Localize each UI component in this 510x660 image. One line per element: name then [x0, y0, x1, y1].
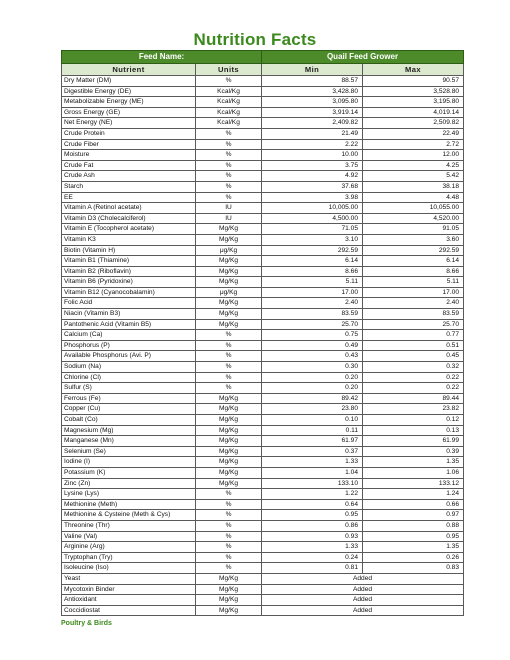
nutrient-name: Selenium (Se)	[62, 446, 196, 457]
nutrient-max: 5.42	[363, 171, 464, 182]
nutrient-unit: %	[196, 531, 262, 542]
table-row	[62, 245, 464, 256]
nutrient-min: 17.00	[262, 287, 363, 298]
nutrient-unit: %	[196, 552, 262, 563]
nutrient-name: Vitamin B2 (Riboflavin)	[62, 266, 196, 277]
nutrient-min: 2.22	[262, 139, 363, 150]
nutrient-unit: %	[196, 160, 262, 171]
nutrient-max: 292.59	[363, 245, 464, 256]
table-row	[62, 107, 464, 118]
nutrient-min: 4.92	[262, 171, 363, 182]
table-row	[62, 510, 464, 521]
nutrient-max: 4,019.14	[363, 107, 464, 118]
nutrient-min: 23.80	[262, 404, 363, 415]
table-row	[62, 298, 464, 309]
nutrient-unit: Mg/Kg	[196, 467, 262, 478]
nutrient-name: Folic Acid	[62, 298, 196, 309]
nutrient-name: Crude Fat	[62, 160, 196, 171]
nutrient-min: 83.59	[262, 309, 363, 320]
nutrient-name: Crude Protein	[62, 128, 196, 139]
nutrient-min: 0.11	[262, 425, 363, 436]
table-row	[62, 563, 464, 574]
nutrient-min: 0.86	[262, 520, 363, 531]
table-row	[62, 446, 464, 457]
table-row	[62, 76, 464, 87]
nutrient-max: 0.88	[363, 520, 464, 531]
nutrient-unit: Mg/Kg	[196, 436, 262, 447]
nutrient-max: 0.12	[363, 415, 464, 426]
nutrient-max: 3.60	[363, 234, 464, 245]
additive-status: Added	[262, 605, 464, 616]
nutrient-name: Iodine (I)	[62, 457, 196, 468]
nutrient-max: 0.32	[363, 362, 464, 373]
nutrient-max: 12.00	[363, 150, 464, 161]
nutrient-min: 1.04	[262, 467, 363, 478]
nutrient-min: 0.37	[262, 446, 363, 457]
nutrient-name: Vitamin B12 (Cyanocobalamin)	[62, 287, 196, 298]
table-row	[62, 552, 464, 563]
additive-unit: Mg/Kg	[196, 573, 262, 584]
nutrient-max: 91.05	[363, 224, 464, 235]
nutrient-unit: Mg/Kg	[196, 478, 262, 489]
nutrient-max: 4,520.00	[363, 213, 464, 224]
nutrient-name: Vitamin A (Retinol acetate)	[62, 203, 196, 214]
nutrient-unit: Mg/Kg	[196, 415, 262, 426]
nutrient-max: 90.57	[363, 76, 464, 87]
table-row	[62, 150, 464, 161]
nutrient-max: 0.26	[363, 552, 464, 563]
nutrient-min: 89.42	[262, 393, 363, 404]
table-row	[62, 393, 464, 404]
nutrient-unit: %	[196, 520, 262, 531]
table-row	[62, 605, 464, 616]
nutrient-name: Methionine (Meth)	[62, 499, 196, 510]
nutrient-name: EE	[62, 192, 196, 203]
table-row	[62, 457, 464, 468]
nutrient-max: 3,528.80	[363, 86, 464, 97]
additive-status: Added	[262, 573, 464, 584]
nutrient-name: Chlorine (Cl)	[62, 372, 196, 383]
nutrient-max: 1.06	[363, 467, 464, 478]
table-row	[62, 542, 464, 553]
nutrient-max: 1.24	[363, 489, 464, 500]
additive-name: Antioxidant	[62, 595, 196, 606]
nutrient-name: Biotin (Vitamin H)	[62, 245, 196, 256]
nutrient-unit: %	[196, 128, 262, 139]
nutrient-unit: %	[196, 499, 262, 510]
nutrient-unit: Mg/Kg	[196, 277, 262, 288]
nutrient-unit: Mg/Kg	[196, 446, 262, 457]
table-row	[62, 171, 464, 182]
table-row	[62, 499, 464, 510]
table-row	[62, 139, 464, 150]
nutrient-max: 0.51	[363, 340, 464, 351]
feed-name-label: Feed Name:	[62, 51, 262, 64]
nutrient-name: Vitamin D3 (Cholecalciferol)	[62, 213, 196, 224]
nutrient-unit: Mg/Kg	[196, 266, 262, 277]
nutrient-unit: IU	[196, 213, 262, 224]
nutrient-name: Valine (Val)	[62, 531, 196, 542]
nutrient-min: 1.33	[262, 457, 363, 468]
nutrient-min: 88.57	[262, 76, 363, 87]
nutrient-unit: Mg/Kg	[196, 298, 262, 309]
nutrient-unit: Kcal/Kg	[196, 118, 262, 129]
nutrient-name: Niacin (Vitamin B3)	[62, 309, 196, 320]
table-row	[62, 573, 464, 584]
nutrient-name: Metabolizable Energy (ME)	[62, 97, 196, 108]
nutrient-min: 0.10	[262, 415, 363, 426]
nutrient-max: 0.45	[363, 351, 464, 362]
nutrient-name: Manganese (Mn)	[62, 436, 196, 447]
nutrient-unit: Mg/Kg	[196, 224, 262, 235]
table-row	[62, 97, 464, 108]
nutrient-min: 5.11	[262, 277, 363, 288]
nutrient-name: Methionine & Cysteine (Meth & Cys)	[62, 510, 196, 521]
table-row	[62, 415, 464, 426]
nutrient-min: 3,095.80	[262, 97, 363, 108]
nutrient-unit: Mg/Kg	[196, 309, 262, 320]
nutrient-min: 0.93	[262, 531, 363, 542]
nutrient-max: 0.95	[363, 531, 464, 542]
nutrient-max: 6.14	[363, 256, 464, 267]
nutrient-min: 0.49	[262, 340, 363, 351]
nutrient-min: 0.24	[262, 552, 363, 563]
nutrient-min: 0.30	[262, 362, 363, 373]
table-row	[62, 128, 464, 139]
nutrient-unit: %	[196, 489, 262, 500]
nutrient-max: 3,195.80	[363, 97, 464, 108]
nutrient-name: Sulfur (S)	[62, 383, 196, 394]
nutrient-unit: %	[196, 542, 262, 553]
nutrient-min: 0.20	[262, 372, 363, 383]
nutrient-name: Vitamin K3	[62, 234, 196, 245]
nutrient-max: 10,055.00	[363, 203, 464, 214]
nutrient-max: 2.72	[363, 139, 464, 150]
nutrient-min: 37.68	[262, 181, 363, 192]
nutrient-min: 25.70	[262, 319, 363, 330]
nutrient-max: 0.97	[363, 510, 464, 521]
table-row	[62, 319, 464, 330]
nutrient-max: 8.66	[363, 266, 464, 277]
nutrient-max: 0.22	[363, 383, 464, 394]
nutrient-max: 0.66	[363, 499, 464, 510]
nutrient-max: 22.49	[363, 128, 464, 139]
nutrient-min: 133.10	[262, 478, 363, 489]
nutrient-max: 0.39	[363, 446, 464, 457]
nutrient-max: 0.77	[363, 330, 464, 341]
table-row	[62, 351, 464, 362]
table-row	[62, 118, 464, 129]
table-row	[62, 340, 464, 351]
nutrient-unit: %	[196, 76, 262, 87]
nutrient-name: Available Phosphorus (Avi. P)	[62, 351, 196, 362]
nutrient-name: Tryptophan (Try)	[62, 552, 196, 563]
nutrient-name: Copper (Cu)	[62, 404, 196, 415]
nutrient-name: Vitamin B6 (Pyridoxine)	[62, 277, 196, 288]
nutrient-name: Vitamin B1 (Thiamine)	[62, 256, 196, 267]
nutrient-max: 38.18	[363, 181, 464, 192]
nutrient-max: 1.35	[363, 542, 464, 553]
nutrition-table	[61, 50, 464, 616]
nutrient-min: 0.20	[262, 383, 363, 394]
nutrient-name: Calcium (Ca)	[62, 330, 196, 341]
column-header-units: Units	[196, 64, 262, 76]
nutrient-min: 292.59	[262, 245, 363, 256]
table-row	[62, 213, 464, 224]
column-header-max: Max	[363, 64, 464, 76]
nutrient-unit: %	[196, 383, 262, 394]
table-row	[62, 520, 464, 531]
nutrient-unit: μg/Kg	[196, 245, 262, 256]
column-header-nutrient: Nutrient	[62, 64, 196, 76]
nutrient-min: 3,428.80	[262, 86, 363, 97]
column-header-row	[62, 64, 464, 76]
nutrient-max: 2,509.82	[363, 118, 464, 129]
nutrient-unit: %	[196, 330, 262, 341]
additive-name: Yeast	[62, 573, 196, 584]
nutrient-min: 3.10	[262, 234, 363, 245]
nutrient-unit: μg/Kg	[196, 287, 262, 298]
nutrient-min: 4,500.00	[262, 213, 363, 224]
nutrient-name: Arginine (Arg)	[62, 542, 196, 553]
nutrient-name: Cobalt (Co)	[62, 415, 196, 426]
additive-status: Added	[262, 595, 464, 606]
nutrient-max: 4.48	[363, 192, 464, 203]
nutrient-min: 10.00	[262, 150, 363, 161]
nutrient-unit: %	[196, 372, 262, 383]
additive-status: Added	[262, 584, 464, 595]
nutrient-min: 1.22	[262, 489, 363, 500]
nutrient-min: 0.95	[262, 510, 363, 521]
nutrient-max: 89.44	[363, 393, 464, 404]
table-row	[62, 181, 464, 192]
table-row	[62, 362, 464, 373]
nutrient-unit: Mg/Kg	[196, 319, 262, 330]
nutrient-min: 8.66	[262, 266, 363, 277]
nutrient-name: Isoleucine (Iso)	[62, 563, 196, 574]
nutrient-unit: %	[196, 340, 262, 351]
nutrient-unit: Mg/Kg	[196, 393, 262, 404]
nutrient-min: 71.05	[262, 224, 363, 235]
table-row	[62, 287, 464, 298]
table-row	[62, 478, 464, 489]
column-header-min: Min	[262, 64, 363, 76]
table-row	[62, 266, 464, 277]
table-row	[62, 595, 464, 606]
nutrient-name: Ferrous (Fe)	[62, 393, 196, 404]
nutrient-unit: Mg/Kg	[196, 234, 262, 245]
feed-name-value: Quail Feed Grower	[262, 51, 464, 64]
nutrient-max: 0.22	[363, 372, 464, 383]
nutrient-max: 83.59	[363, 309, 464, 320]
table-row	[62, 309, 464, 320]
table-row	[62, 224, 464, 235]
table-row	[62, 383, 464, 394]
table-row	[62, 425, 464, 436]
nutrient-name: Threonine (Thr)	[62, 520, 196, 531]
nutrient-max: 2.40	[363, 298, 464, 309]
nutrient-unit: %	[196, 362, 262, 373]
nutrient-min: 21.49	[262, 128, 363, 139]
nutrient-min: 2.40	[262, 298, 363, 309]
additive-rows	[62, 573, 464, 615]
additive-unit: Mg/Kg	[196, 605, 262, 616]
nutrient-min: 1.33	[262, 542, 363, 553]
nutrient-max: 4.25	[363, 160, 464, 171]
nutrient-max: 5.11	[363, 277, 464, 288]
nutrient-name: Starch	[62, 181, 196, 192]
table-row	[62, 277, 464, 288]
nutrient-unit: %	[196, 510, 262, 521]
nutrient-unit: Kcal/Kg	[196, 97, 262, 108]
nutrient-max: 0.13	[363, 425, 464, 436]
nutrient-max: 61.99	[363, 436, 464, 447]
table-row	[62, 584, 464, 595]
additive-name: Coccidiostat	[62, 605, 196, 616]
nutrient-unit: %	[196, 171, 262, 182]
page-title: Nutrition Facts	[193, 30, 317, 49]
nutrient-max: 133.12	[363, 478, 464, 489]
table-row	[62, 160, 464, 171]
feed-name-row	[62, 51, 464, 64]
nutrient-unit: %	[196, 351, 262, 362]
nutrient-unit: %	[196, 139, 262, 150]
additive-name: Mycotoxin Binder	[62, 584, 196, 595]
table-row	[62, 203, 464, 214]
nutrient-name: Potassium (K)	[62, 467, 196, 478]
nutrient-max: 23.82	[363, 404, 464, 415]
table-row	[62, 234, 464, 245]
nutrient-unit: %	[196, 563, 262, 574]
nutrient-min: 3.98	[262, 192, 363, 203]
nutrient-min: 10,005.00	[262, 203, 363, 214]
nutrient-name: Crude Ash	[62, 171, 196, 182]
nutrient-max: 17.00	[363, 287, 464, 298]
nutrient-min: 0.81	[262, 563, 363, 574]
nutrient-name: Magnesium (Mg)	[62, 425, 196, 436]
nutrient-name: Phosphorus (P)	[62, 340, 196, 351]
table-row	[62, 531, 464, 542]
nutrient-unit: Mg/Kg	[196, 404, 262, 415]
nutrient-min: 6.14	[262, 256, 363, 267]
nutrient-name: Zinc (Zn)	[62, 478, 196, 489]
nutrient-unit: Mg/Kg	[196, 256, 262, 267]
nutrient-unit: Mg/Kg	[196, 425, 262, 436]
table-row	[62, 436, 464, 447]
table-row	[62, 330, 464, 341]
nutrient-name: Net Energy (NE)	[62, 118, 196, 129]
nutrient-name: Dry Matter (DM)	[62, 76, 196, 87]
nutrient-min: 0.64	[262, 499, 363, 510]
nutrient-max: 25.70	[363, 319, 464, 330]
table-row	[62, 86, 464, 97]
additive-unit: Mg/Kg	[196, 584, 262, 595]
nutrient-unit: Kcal/Kg	[196, 86, 262, 97]
table-row	[62, 372, 464, 383]
table-row	[62, 467, 464, 478]
table-row	[62, 404, 464, 415]
nutrient-rows	[62, 76, 464, 574]
nutrient-name: Sodium (Na)	[62, 362, 196, 373]
nutrient-min: 3,919.14	[262, 107, 363, 118]
nutrient-name: Gross Energy (GE)	[62, 107, 196, 118]
nutrient-name: Lysine (Lys)	[62, 489, 196, 500]
nutrient-unit: Kcal/Kg	[196, 107, 262, 118]
nutrient-unit: %	[196, 181, 262, 192]
nutrient-unit: %	[196, 192, 262, 203]
nutrient-min: 3.75	[262, 160, 363, 171]
nutrient-name: Vitamin E (Tocopherol acetate)	[62, 224, 196, 235]
nutrient-unit: Mg/Kg	[196, 457, 262, 468]
nutrient-name: Pantothenic Acid (Vitamin B5)	[62, 319, 196, 330]
additive-unit: Mg/Kg	[196, 595, 262, 606]
nutrient-max: 0.83	[363, 563, 464, 574]
nutrient-name: Moisture	[62, 150, 196, 161]
table-row	[62, 192, 464, 203]
nutrient-min: 0.75	[262, 330, 363, 341]
nutrient-min: 61.97	[262, 436, 363, 447]
nutrient-unit: %	[196, 150, 262, 161]
nutrient-name: Digestible Energy (DE)	[62, 86, 196, 97]
table-row	[62, 489, 464, 500]
nutrient-max: 1.35	[363, 457, 464, 468]
table-row	[62, 256, 464, 267]
nutrient-min: 0.43	[262, 351, 363, 362]
nutrient-name: Crude Fiber	[62, 139, 196, 150]
nutrient-min: 2,409.82	[262, 118, 363, 129]
footer-category: Poultry & Birds	[61, 620, 112, 627]
nutrient-unit: IU	[196, 203, 262, 214]
